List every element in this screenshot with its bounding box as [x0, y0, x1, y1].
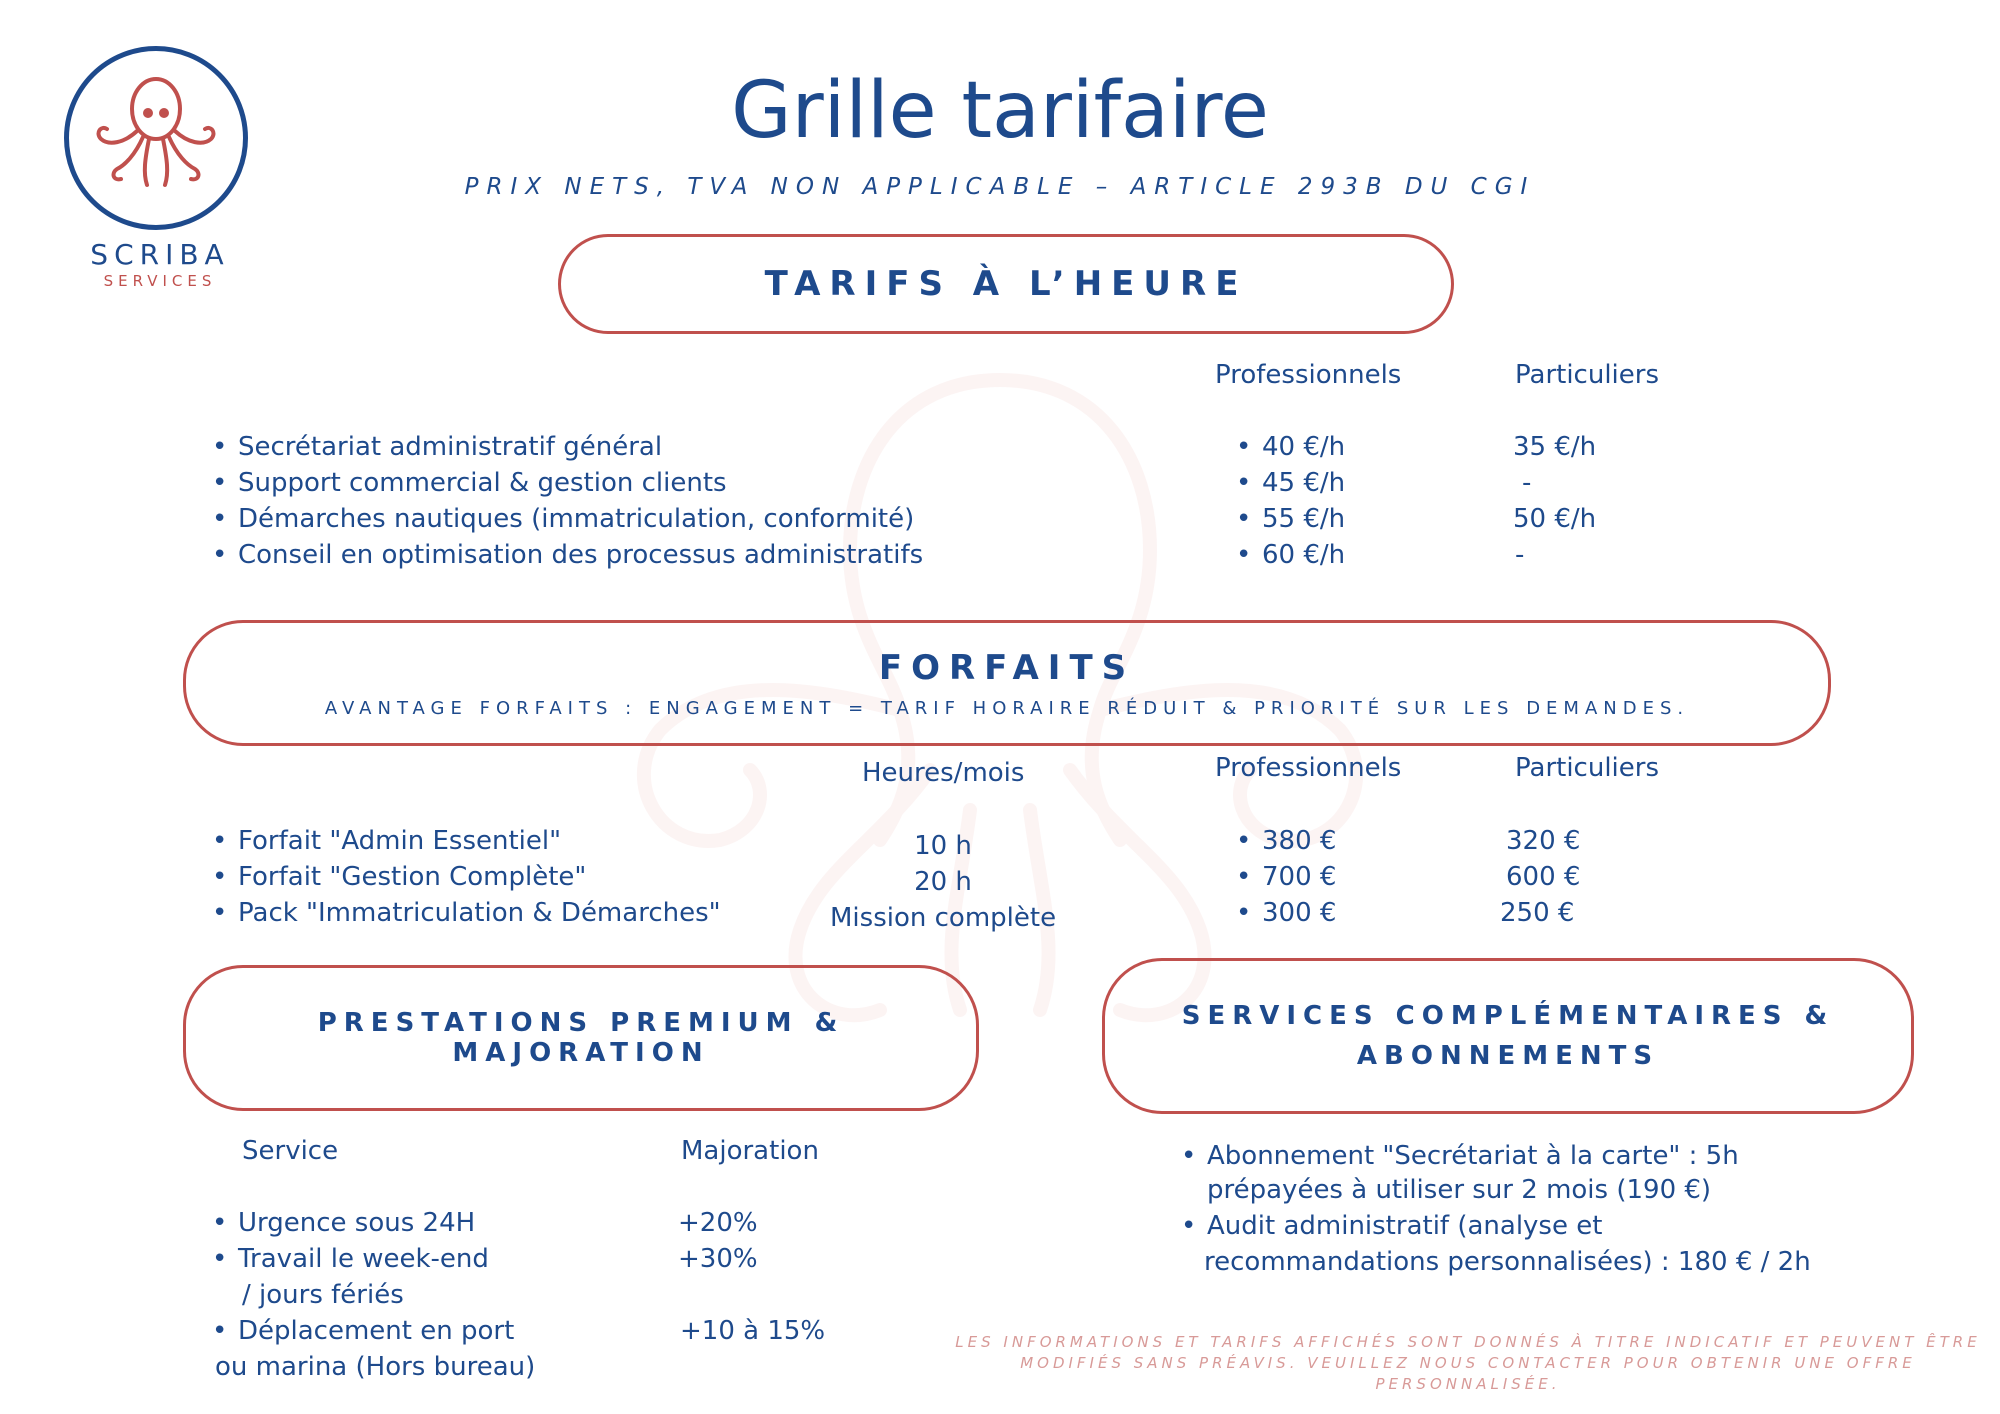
hourly-row-part: 35 €/h — [1513, 432, 1597, 462]
premium-row-label-cont: / jours fériés — [242, 1280, 404, 1310]
premium-row-value: +10 à 15% — [680, 1316, 826, 1346]
package-row-pro: • 300 € — [1262, 898, 1336, 928]
premium-title: PRESTATIONS PREMIUM & MAJORATION — [317, 1008, 845, 1068]
premium-row-label: • Travail le week-end — [238, 1244, 489, 1274]
hourly-col-pro: Professionnels — [1215, 360, 1402, 390]
hourly-col-part: Particuliers — [1515, 360, 1660, 390]
package-row-part: 250 € — [1500, 898, 1575, 928]
extras-title-line1: SERVICES COMPLÉMENTAIRES & — [1181, 1001, 1835, 1031]
hourly-row-pro: • 60 €/h — [1262, 540, 1345, 570]
package-row-hours: 10 h — [914, 831, 972, 861]
disclaimer-line: PERSONNALISÉE. — [1375, 1375, 1561, 1393]
hourly-row-label: • Secrétariat administratif général — [238, 432, 662, 462]
extras-item: • Audit administratif (analyse et — [1207, 1211, 1602, 1241]
package-row-hours: 20 h — [914, 867, 972, 897]
premium-col-surcharge: Majoration — [681, 1136, 819, 1166]
package-row-pro: • 700 € — [1262, 862, 1336, 892]
hourly-row-pro: • 40 €/h — [1262, 432, 1345, 462]
extras-title-line2: ABONNEMENTS — [1356, 1041, 1660, 1071]
extras-item: • Abonnement "Secrétariat à la carte" : 5h — [1207, 1141, 1739, 1171]
hourly-row-label: • Démarches nautiques (immatriculation, conformité) — [238, 504, 914, 534]
premium-row-value: +30% — [678, 1244, 758, 1274]
hourly-row-label: • Conseil en optimisation des processus administratifs — [238, 540, 923, 570]
packages-header — [183, 620, 1831, 746]
packages-col-hours: Heures/mois — [862, 758, 1025, 788]
packages-title: FORFAITS — [878, 647, 1136, 688]
package-row-label: • Pack "Immatriculation & Démarches" — [238, 898, 721, 928]
package-row-label: • Forfait "Admin Essentiel" — [238, 826, 561, 856]
hourly-row-pro: • 45 €/h — [1262, 468, 1345, 498]
premium-row-value: +20% — [678, 1208, 758, 1238]
packages-col-part: Particuliers — [1515, 753, 1660, 783]
extras-header — [1102, 958, 1914, 1114]
hourly-row-label: • Support commercial & gestion clients — [238, 468, 727, 498]
premium-row-label: • Urgence sous 24H — [238, 1208, 475, 1238]
disclaimer — [948, 1332, 1988, 1395]
premium-row-label-cont: ou marina (Hors bureau) — [215, 1352, 536, 1382]
packages-note: AVANTAGE FORFAITS : ENGAGEMENT = TARIF HORAIRE RÉDUIT & PRIORITÉ SUR LES DEMANDES. — [324, 697, 1690, 719]
premium-row-label: • Déplacement en port — [238, 1316, 514, 1346]
extras-item-cont: prépayées à utiliser sur 2 mois (190 €) — [1207, 1175, 1712, 1205]
extras-item-cont: recommandations personnalisées) : 180 € / 2h — [1204, 1247, 1811, 1277]
hourly-row-part: 50 €/h — [1513, 504, 1597, 534]
package-row-part: 320 € — [1506, 826, 1581, 856]
disclaimer-line: LES INFORMATIONS ET TARIFS AFFICHÉS SONT DONNÉS À TITRE INDICATIF ET PEUVENT ÊTRE — [955, 1333, 1981, 1351]
hourly-row-pro: • 55 €/h — [1262, 504, 1345, 534]
packages-col-pro: Professionnels — [1215, 753, 1402, 783]
hourly-row-part: - — [1522, 468, 1532, 498]
disclaimer-line: MODIFIÉS SANS PRÉAVIS. VEUILLEZ NOUS CONTACTER POUR OBTENIR UNE OFFRE — [1020, 1354, 1916, 1372]
page-subtitle: PRIX NETS, TVA NON APPLICABLE – ARTICLE 293B DU CGI — [464, 174, 1536, 200]
hourly-row-part: - — [1515, 540, 1525, 570]
premium-col-service: Service — [242, 1136, 339, 1166]
logo-name: SCRIBA — [90, 238, 230, 271]
package-row-hours: Mission complète — [830, 903, 1057, 933]
hourly-rates-title: TARIFS À L’HEURE — [764, 264, 1248, 304]
package-row-pro: • 380 € — [1262, 826, 1336, 856]
hourly-rates-header — [558, 234, 1454, 334]
page-title: Grille tarifaire — [731, 66, 1269, 156]
logo-subtitle: SERVICES — [103, 272, 217, 290]
premium-header — [183, 965, 979, 1111]
package-row-part: 600 € — [1506, 862, 1581, 892]
package-row-label: • Forfait "Gestion Complète" — [238, 862, 586, 892]
